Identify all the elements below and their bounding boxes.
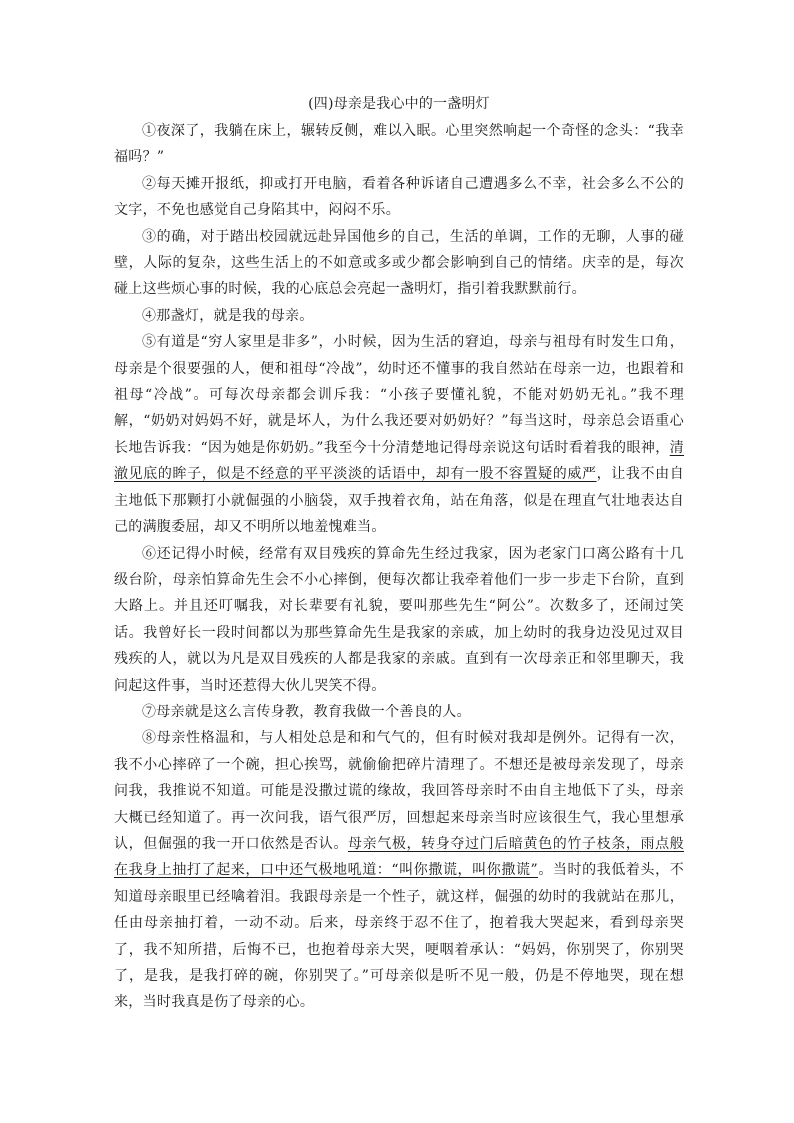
paragraph-7: ⑦母亲就是这么言传身教，教育我做一个善良的人。 bbox=[142, 703, 471, 720]
paragraph-5-text-a: ⑤有道是“穷人家里是非多”，小时候，因为生活的窘迫，母亲与祖母有时发生口角，母亲是个很要强的人，便和祖母“冷战”，幼时还不懂事的我自然站在母亲一边，也跟着和祖母“冷战”。可每次母亲都会训斥我：“小孩子要懂礼貌，不能对奶奶无礼。”我不理解，“奶奶对妈妈不好，就是坏人，为什么我还要对奶奶好？”每当这时，母亲总会语重心长地告诉我：“因为她是你奶奶。”我至今十分清楚地记得母亲说这句话时看着我的眼神， bbox=[114, 334, 684, 456]
paragraph-8-underlined-text: 母亲气极，转身夺过门后暗黄色的竹子枝条，雨点般在我身上抽打了起来，口中还气极地吼道：“叫你撒谎，叫你撒谎” bbox=[114, 835, 684, 879]
paragraph-5-underlined-text: 清澈见底的眸子，似是不经意的平平淡淡的话语中，却有一股不容置疑的威严 bbox=[114, 439, 684, 483]
paragraph-5-text-b: ，让我不由自主地低下那颗打小就倔强的小脑袋，双手拽着衣角，站在角落，似是在理直气壮地表达自己的满腹委屈，却又不明所以地羞愧难当。 bbox=[114, 466, 684, 536]
article-title: (四)母亲是我心中的一盏明灯 bbox=[308, 96, 490, 112]
paragraph-6: ⑥还记得小时候，经常有双目残疾的算命先生经过我家，因为老家门口离公路有十几级台阶，母亲怕算命先生会不小心摔倒，便每次都让我牵着他们一步一步走下台阶，直到大路上。并且还叮嘱我，对长辈要有礼貌，要叫那些先生“阿公”。次数多了，还闹过笑话。我曾好长一段时间都以为那些算命先生是我家的亲戚，加上幼时的我身边没见过双目残疾的人，就以为凡是双目残疾的人都是我家的亲戚。直到有一次母亲正和邻里聊天，我问起这件事，当时还惹得大伙儿哭笑不得。 bbox=[114, 545, 684, 694]
paragraph-2: ②每天摊开报纸，抑或打开电脑，看着各种诉诸自己遭遇多么不幸，社会多么不公的文字，不免也感觉自己身陷其中，闷闷不乐。 bbox=[114, 175, 684, 219]
paragraph-8-text-a: ⑧母亲性格温和，与人相处总是和和气气的，但有时候对我却是例外。记得有一次，我不小心摔碎了一个碗，担心挨骂，就偷偷把碎片清理了。不想还是被母亲发现了，母亲问我，我推说不知道。可能是没撒过谎的缘故，我回答母亲时不由自主地低下了头，母亲大概已经知道了。再一次问我，语气很严厉，回想起来母亲当时应该很生气，我心里想承认，但倔强的我一开口依然是否认。 bbox=[114, 730, 684, 852]
paragraph-8 bbox=[114, 725, 684, 1015]
paragraph-1: ①夜深了，我躺在床上，辗转反侧，难以入眠。心里突然响起一个奇怪的念头：“我幸福吗？” bbox=[114, 123, 684, 166]
paragraph-8-text-b: 。当时的我低着头，不知道母亲眼里已经噙着泪。我跟母亲是一个性子，就这样，倔强的幼时的我就站在那儿，任由母亲抽打着，一动不动。后来，母亲终于忍不住了，抱着我大哭起来，看到母亲哭了，我不知所措，后悔不已，也抱着母亲大哭，哽咽着承认：“妈妈，你别哭了，你别哭了，是我，是我打碎的碗，你别哭了。”可母亲似是听不见一般，仍是不停地哭，现在想来，当时我真是伤了母亲的心。 bbox=[114, 862, 685, 1011]
paragraph-5 bbox=[114, 329, 684, 540]
paragraph-3: ③的确，对于踏出校园就远赴异国他乡的自己，生活的单调，工作的无聊，人事的碰壁，人际的复杂，这些生活上的不如意或多或少都会影响到自己的情绪。庆幸的是，每次碰上这些烦心事的时候，我的心底总会亮起一盏明灯，指引着我默默前行。 bbox=[114, 228, 684, 298]
paragraph-4: ④那盏灯，就是我的母亲。 bbox=[142, 307, 314, 324]
article bbox=[114, 94, 684, 1016]
